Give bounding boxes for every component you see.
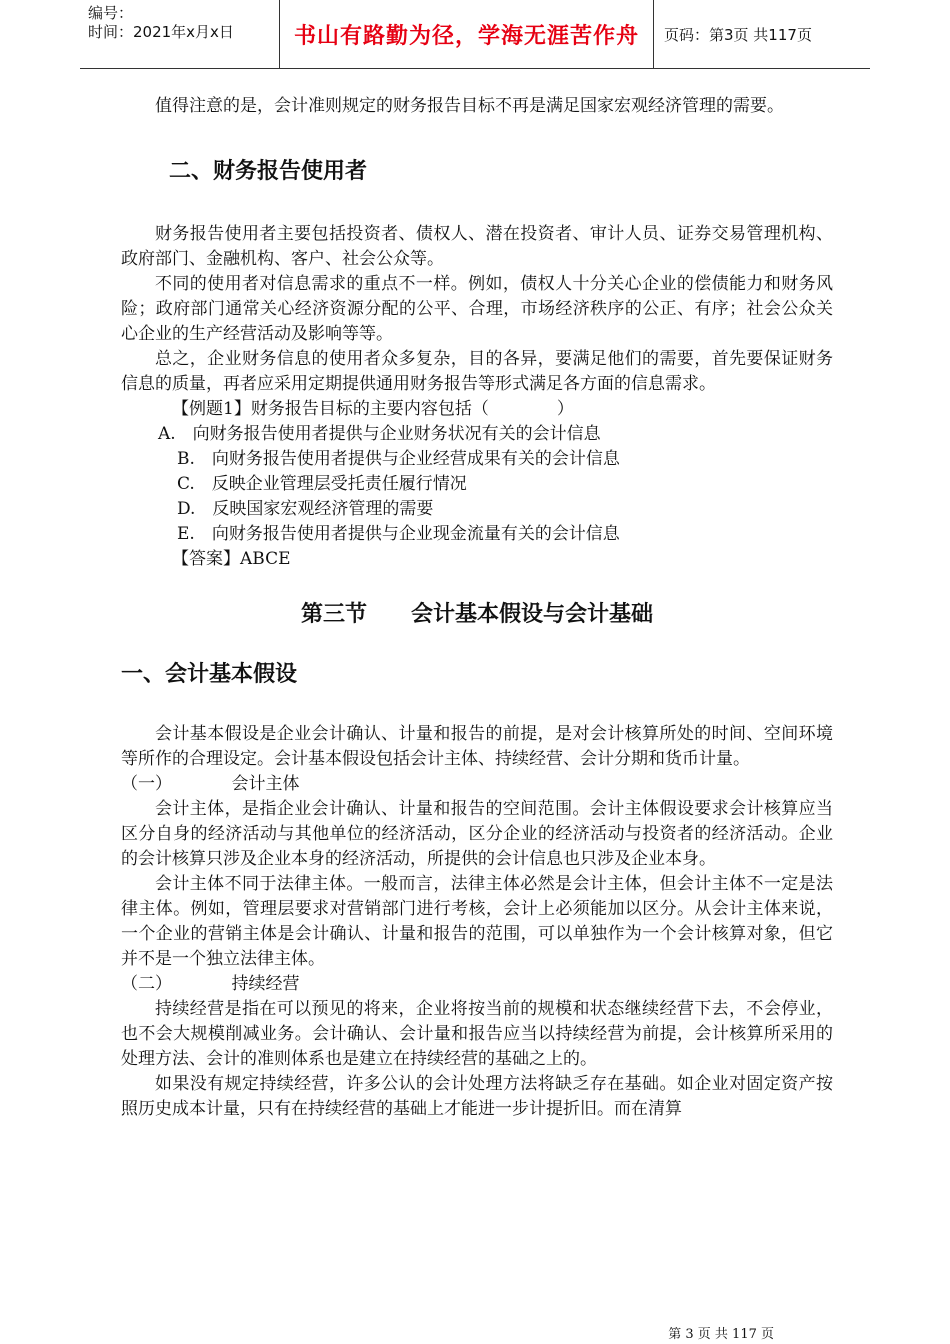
paragraph: 如果没有规定持续经营，许多公认的会计处理方法将缺乏存在基础。如企业对固定资产按照历史成本计量，只有在持续经营的基础上才能进一步计提折旧。而在清算 (121, 1074, 833, 1119)
option-a: A. 向财务报告使用者提供与企业财务状况有关的会计信息 (158, 424, 601, 444)
paragraph: 会计主体不同于法律主体。一般而言，法律主体必然是会计主体，但会计主体不一定是法律主体。例如，管理层要求对营销部门进行考核，会计上必须能加以区分。从会计主体来说，一个企业的营销主体是会计确认、计量和报告的范围，可以单独作为一个会计核算对象，但它并不是一个独立法律主体。 (121, 874, 833, 969)
heading-basic-assumptions: 一、会计基本假设 (121, 662, 298, 687)
document-body (121, 94, 833, 1122)
answer: 【答案】ABCE (172, 549, 291, 569)
header-number: 编号： (88, 4, 134, 22)
section-title: 第三节 会计基本假设与会计基础 (300, 602, 653, 627)
page-footer: 第 3 页 共 117 页 (668, 1327, 774, 1342)
paragraph: 总之，企业财务信息的使用者众多复杂，目的各异，要满足他们的需要，首先要保证财务信息的质量，再者应采用定期提供通用财务报告等形式满足各方面的信息需求。 (121, 349, 833, 394)
subheading-accounting-entity: （一） 会计主体 (121, 774, 300, 794)
option-e: E. 向财务报告使用者提供与企业现金流量有关的会计信息 (177, 524, 620, 544)
paragraph: 财务报告使用者主要包括投资者、债权人、潜在投资者、审计人员、证券交易管理机构、政府部门、金融机构、客户、社会公众等。 (121, 224, 833, 269)
header-date: 时间：2021年x月x日 (88, 23, 234, 41)
header-meta (80, 0, 280, 68)
paragraph: 不同的使用者对信息需求的重点不一样。例如，债权人十分关心企业的偿债能力和财务风险；政府部门通常关心经济资源分配的公平、合理，市场经济秩序的公正、有序；社会公众关心企业的生产经营活动及影响等等。 (121, 274, 833, 344)
option-d: D. 反映国家宏观经济管理的需要 (177, 499, 434, 519)
heading-report-users: 二、财务报告使用者 (169, 159, 368, 184)
paragraph: 会计主体，是指企业会计确认、计量和报告的空间范围。会计主体假设要求会计核算应当区分自身的经济活动与其他单位的经济活动，区分企业的经济活动与投资者的经济活动。企业的会计核算只涉及企业本身的经济活动，所提供的会计信息也只涉及企业本身。 (121, 799, 833, 869)
paragraph: 会计基本假设是企业会计确认、计量和报告的前提，是对会计核算所处的时间、空间环境等所作的合理设定。会计基本假设包括会计主体、持续经营、会计分期和货币计量。 (121, 724, 833, 769)
paragraph: 值得注意的是，会计准则规定的财务报告目标不再是满足国家宏观经济管理的需要。 (155, 96, 784, 116)
option-c: C. 反映企业管理层受托责任履行情况 (177, 474, 467, 494)
page-header (80, 0, 870, 69)
header-motto: 书山有路勤为径，学海无涯苦作舟 (280, 0, 654, 68)
paragraph: 持续经营是指在可以预见的将来，企业将按当前的规模和状态继续经营下去，不会停业，也不会大规模削减业务。会计确认、会计量和报告应当以持续经营为前提，会计核算所采用的处理方法、会计的准则体系也是建立在持续经营的基础之上的。 (121, 999, 833, 1069)
subheading-going-concern: （二） 持续经营 (121, 974, 300, 994)
example-question: 【例题1】财务报告目标的主要内容包括（ ） (172, 399, 574, 419)
option-b: B. 向财务报告使用者提供与企业经营成果有关的会计信息 (177, 449, 620, 469)
header-page-info: 页码：第3页 共117页 (664, 25, 812, 44)
